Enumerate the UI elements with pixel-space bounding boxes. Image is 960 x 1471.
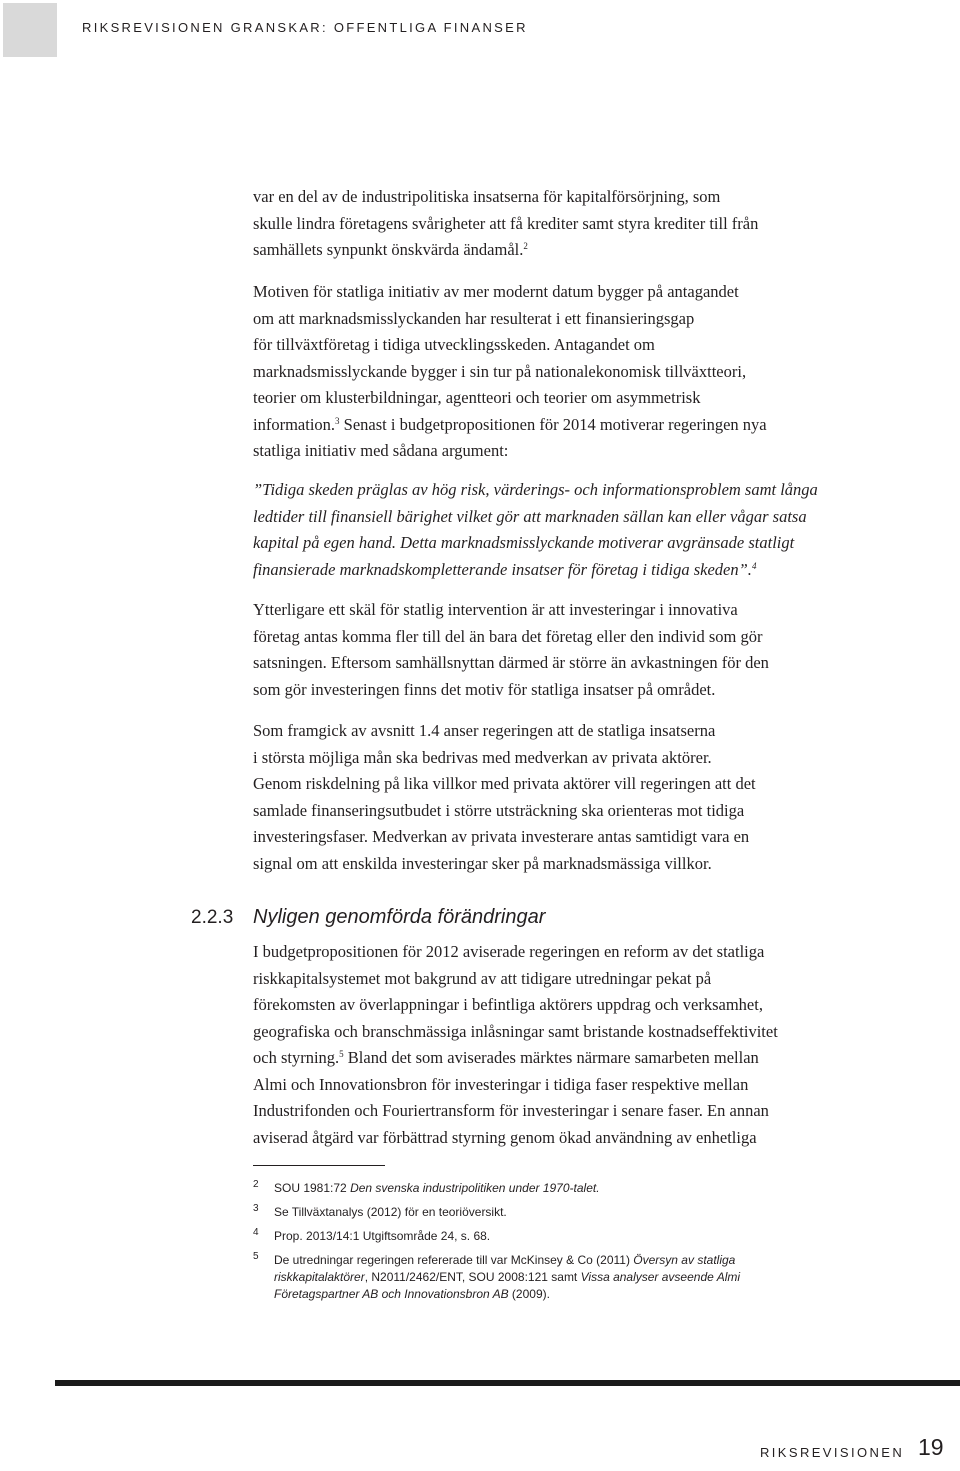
paragraph-line: om att marknadsmisslyckanden har resulterat i ett finansieringsgap <box>253 308 695 328</box>
paragraph-3 <box>253 597 769 703</box>
running-head: RIKSREVISIONEN GRANSKAR: OFFENTLIGA FINANSER <box>82 20 528 35</box>
paragraph-line: marknadsmisslyckande bygger i sin tur på nationalekonomisk tillväxtteori, <box>253 361 747 381</box>
paragraph-1 <box>253 184 758 264</box>
footnote-ref-4[interactable]: 4 <box>751 560 757 571</box>
paragraph-line <box>253 237 758 264</box>
paragraph-line: Motiven för statliga initiativ av mer modernt datum bygger på antagandet <box>253 282 739 301</box>
paragraph-line: var en del av de industripolitiska insatserna för kapitalförsörjning, som <box>253 187 721 206</box>
paragraph-line: satsningen. Eftersom samhällsnyttan därmed är större än avkastningen för den <box>253 653 769 672</box>
paragraph-line <box>253 412 767 439</box>
footnote-text: Se Tillväxtanalys (2012) för en teoriöversikt. <box>274 1205 507 1219</box>
paragraph-line: Almi och Innovationsbron för investeringar i tidiga faser respektive mellan <box>253 1074 749 1094</box>
paragraph-4 <box>253 718 756 877</box>
block-quote <box>253 477 818 583</box>
footnote-text <box>274 1286 893 1303</box>
paragraph-line: aviserad åtgärd var förbättrad styrning genom ökad användning av enhetliga <box>253 1127 757 1147</box>
section-number: 2.2.3 <box>191 907 234 928</box>
footnote-text-part: , N2011/2462/ENT, SOU 2008:121 samt <box>364 1270 581 1284</box>
paragraph-line: Som framgick av avsnitt 1.4 anser regeringen att de statliga insatserna <box>253 721 716 740</box>
footnote-title: Företagspartner AB och Innovationsbron AB <box>274 1287 509 1301</box>
quote-line <box>253 557 818 584</box>
corner-marker <box>3 3 57 57</box>
paragraph-text: Senast i budgetpropositionen för 2014 motiverar regeringen nya <box>339 414 767 434</box>
footnotes <box>253 1180 893 1310</box>
paragraph-line: Genom riskdelning på lika villkor med privata aktörer vill regeringen att det <box>253 774 756 793</box>
footnote-2 <box>253 1180 893 1197</box>
page-number: 19 <box>918 1434 944 1460</box>
quote-line: kapital på egen hand. Detta marknadsmisslyckande motiverar avgränsade statligt <box>253 533 795 552</box>
paragraph-text: Bland det som aviserades märktes närmare samarbeten mellan <box>343 1048 759 1067</box>
paragraph-5 <box>253 939 778 1151</box>
footnote-divider <box>253 1165 385 1166</box>
paragraph-text: och styrning. <box>253 1048 340 1067</box>
footnote-text-part: (2009). <box>508 1287 550 1301</box>
paragraph-line: statliga initiativ med sådana argument: <box>253 441 509 460</box>
footnote-title: riskkapitalaktörer <box>274 1270 365 1284</box>
paragraph-line: investeringsfaser. Medverkan av privata investerare antas samtidigt vara en <box>253 827 750 846</box>
quote-line: ”Tidiga skeden präglas av hög risk, värderings- och informationsproblem samt långa <box>253 480 818 499</box>
footnote-ref-5[interactable]: 5 <box>339 1049 344 1059</box>
quote-line: ledtider till finansiell bärighet vilket gör att marknaden sällan kan eller vågar satsa <box>253 506 807 526</box>
paragraph-line: signal om att enskilda investeringar sker på marknadsmässiga villkor. <box>253 853 712 873</box>
footnote-text-part: SOU 1981:72 <box>274 1181 351 1195</box>
footnote-title: Den svenska industripolitiken under 1970-talet. <box>350 1181 600 1195</box>
footnote-5 <box>253 1252 893 1303</box>
paragraph-line: förekomsten av överlappningar i befintliga aktörers uppdrag och verksamhet, <box>253 995 763 1014</box>
footnote-number: 3 <box>253 1203 259 1214</box>
section-title: Nyligen genomförda förändringar <box>253 906 546 928</box>
paragraph-line: riskkapitalsystemet mot bakgrund av att tidigare utredningar pekat på <box>253 968 712 988</box>
footnote-ref-2[interactable]: 2 <box>523 241 528 251</box>
footnote-3 <box>253 1204 893 1221</box>
paragraph-line: geografiska och branschmässiga inlåsningar samt bristande kostnadseffektivitet <box>253 1021 778 1041</box>
paragraph-line: för tillväxtföretag i tidiga utvecklingsskeden. Antagandet om <box>253 335 655 354</box>
footnote-number: 5 <box>253 1251 259 1262</box>
paragraph-line: samlade finanseringsutbudet i större utsträckning ska orienteras mot tidiga <box>253 800 745 820</box>
paragraph-line <box>253 1045 778 1072</box>
paragraph-line: i största möjliga mån ska bedrivas med medverkan av privata aktörer. <box>253 747 712 767</box>
footnote-text-part: De utredningar regeringen refererade till var McKinsey & Co (2011) <box>274 1253 634 1267</box>
footer-label: RIKSREVISIONEN <box>760 1445 905 1460</box>
paragraph-line: I budgetpropositionen för 2012 aviserade regeringen en reform av det statliga <box>253 942 765 961</box>
footnote-number: 2 <box>253 1179 259 1190</box>
footnote-title: Översyn av statliga <box>633 1253 736 1267</box>
footnote-text <box>274 1252 893 1269</box>
footnote-ref-3[interactable]: 3 <box>335 415 340 426</box>
paragraph-text: information. <box>253 414 336 434</box>
paragraph-line: Ytterligare ett skäl för statlig intervention är att investeringar i innovativa <box>253 600 738 619</box>
footer-rule <box>55 1380 960 1386</box>
footnote-text <box>274 1269 893 1286</box>
paragraph-2 <box>253 279 767 465</box>
paragraph-line: teorier om klusterbildningar, agentteori och teorier om asymmetrisk <box>253 388 701 407</box>
paragraph-line: företag antas komma fler till del än bara det företag eller den individ som gör <box>253 626 763 646</box>
paragraph-line: som gör investeringen finns det motiv för statliga insatser på området. <box>253 679 716 699</box>
footnote-text <box>274 1180 893 1197</box>
paragraph-line: skulle lindra företagens svårigheter att få krediter samt styra krediter till från <box>253 213 759 233</box>
paragraph-line: Industrifonden och Fouriertransform för investeringar i senare faser. En annan <box>253 1101 769 1120</box>
footnote-title: Vissa analyser avseende Almi <box>580 1270 741 1284</box>
footnote-number: 4 <box>253 1227 259 1238</box>
footnote-4 <box>253 1228 893 1245</box>
paragraph-text: samhällets synpunkt önskvärda ändamål. <box>253 240 524 259</box>
footnote-text: Prop. 2013/14:1 Utgiftsområde 24, s. 68. <box>274 1229 491 1243</box>
quote-text: finansierade marknadskompletterande insatser för företag i tidiga skeden”. <box>253 559 752 579</box>
